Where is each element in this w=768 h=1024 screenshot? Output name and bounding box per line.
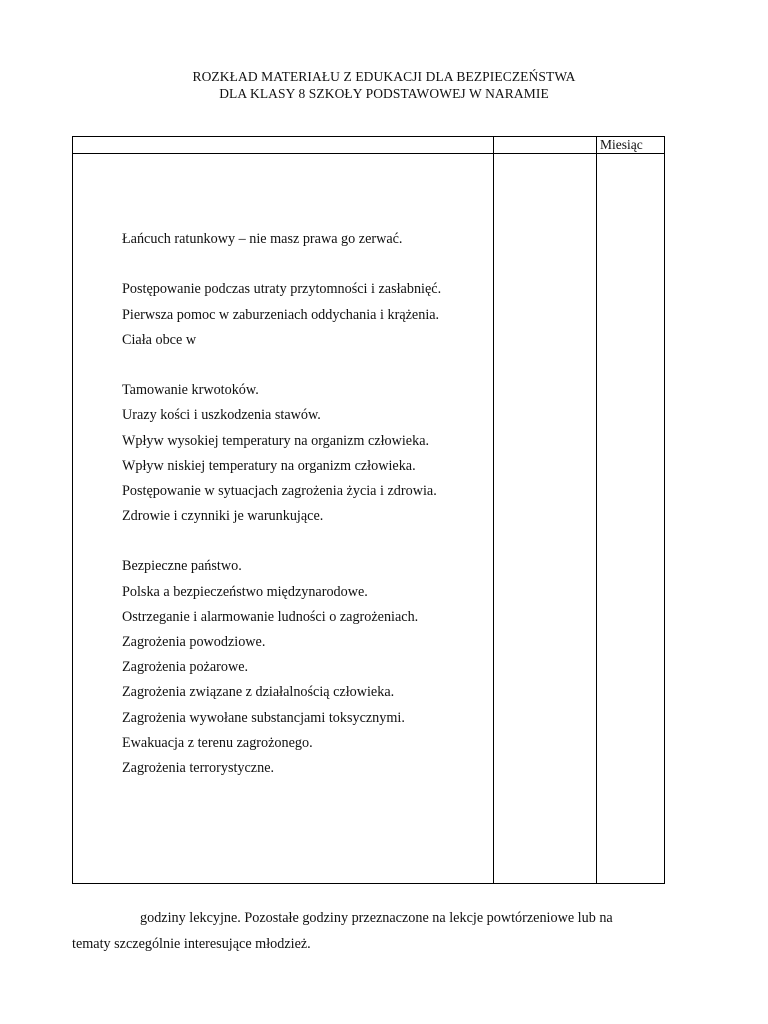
topic-item: Postępowanie podczas utraty przytomności i zasłabnięć. <box>122 281 442 298</box>
table-column-divider <box>596 137 597 883</box>
topic-item: Urazy kości i uszkodzenia stawów. <box>122 407 321 424</box>
topic-spacer <box>122 255 441 280</box>
topic-item: Wpływ wysokiej temperatury na organizm człowieka. <box>122 432 430 449</box>
topic-item: Łańcuch ratunkowy – nie masz prawa go zerwać. <box>122 231 403 247</box>
topic-item: Ewakuacja z terenu zagrożonego. <box>122 734 313 751</box>
document-title-line-2: DLA KLASY 8 SZKOŁY PODSTAWOWEJ W NARAMIE <box>219 86 549 101</box>
footer-text-line-2: tematy szczególnie interesujące młodzież. <box>72 936 311 952</box>
topic-item: Zagrożenia związane z działalnością człowieka. <box>122 684 395 701</box>
topic-spacer <box>122 532 441 557</box>
footer-text-line-1: godziny lekcyjne. Pozostałe godziny przeznaczone na lekcje powtórzeniowe lub na <box>140 910 613 926</box>
topic-spacer <box>122 356 441 381</box>
topic-item: Pierwsza pomoc w zaburzeniach oddychania i krążenia. <box>122 306 440 323</box>
table-column-divider <box>493 137 494 883</box>
table-header-divider <box>73 153 664 154</box>
topic-item: Zdrowie i czynniki je warunkujące. <box>122 508 324 525</box>
topic-item: Tamowanie krwotoków. <box>122 382 259 399</box>
topic-item: Postępowanie w sytuacjach zagrożenia życia i zdrowia. <box>122 482 437 499</box>
topic-item: Zagrożenia pożarowe. <box>122 659 249 676</box>
topic-item: Zagrożenia wywołane substancjami toksycznymi. <box>122 709 405 726</box>
topic-list <box>122 230 441 784</box>
topic-item: Zagrożenia terrorystyczne. <box>122 759 275 776</box>
topic-item: Bezpieczne państwo. <box>122 558 242 575</box>
topic-item: Ostrzeganie i alarmowanie ludności o zagrożeniach. <box>122 608 419 625</box>
topic-item: Ciała obce w <box>122 331 197 348</box>
month-column-header: Miesiąc <box>600 137 643 152</box>
topic-item: Wpływ niskiej temperatury na organizm człowieka. <box>122 457 416 474</box>
document-title-line-1: ROZKŁAD MATERIAŁU Z EDUKACJI DLA BEZPIECZEŃSTWA <box>192 69 576 84</box>
topic-item: Zagrożenia powodziowe. <box>122 634 266 650</box>
topic-item: Polska a bezpieczeństwo międzynarodowe. <box>122 583 368 600</box>
